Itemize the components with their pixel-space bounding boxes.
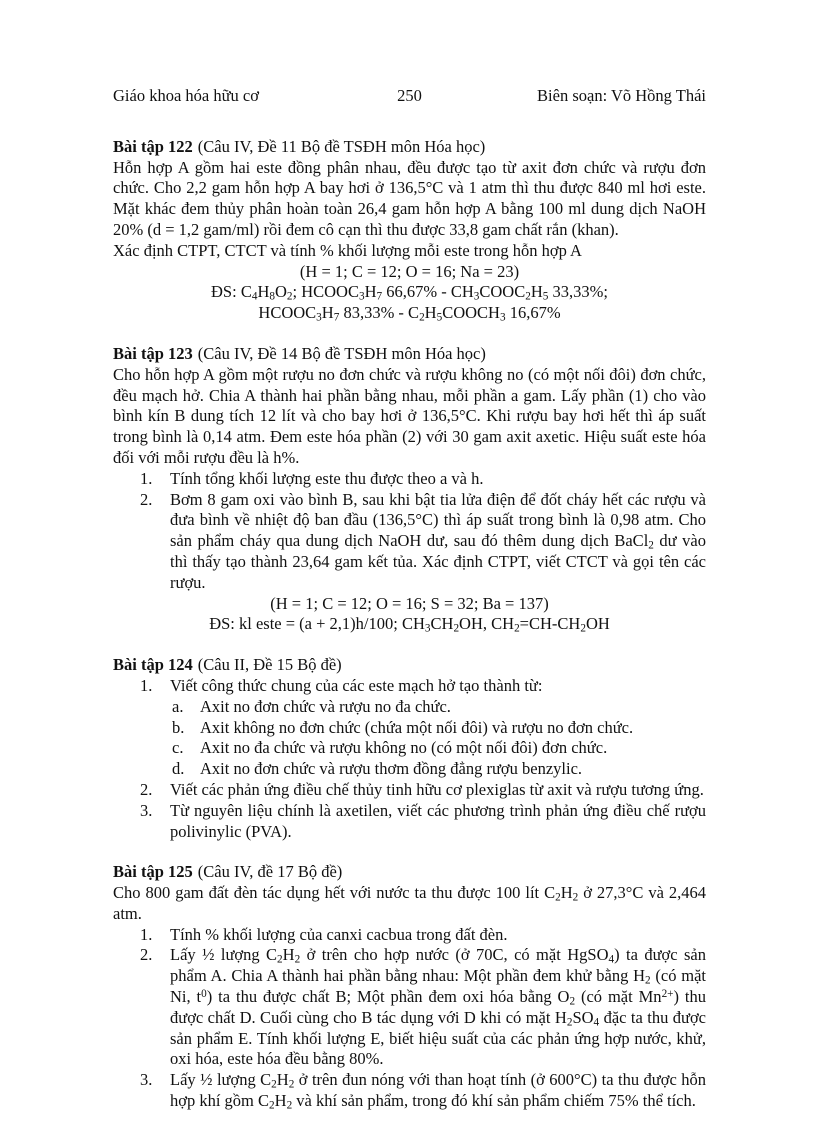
problem-item <box>113 945 706 1070</box>
subitem-text: Axit no đơn chức và rượu no đa chức. <box>200 696 451 716</box>
item-text: Viết các phản ứng điều chế thủy tinh hữu cơ plexiglas từ axit và rượu tương ứng. <box>170 779 704 799</box>
atomic-mass-line: (H = 1; C = 12; O = 16; Na = 23) <box>299 261 520 281</box>
subitem-marker: b. <box>172 717 185 737</box>
item-marker: 3. <box>140 800 153 820</box>
problem-item <box>113 780 706 801</box>
item-marker: 1. <box>140 468 153 488</box>
problem-item <box>113 469 706 490</box>
problem-subtitle: (Câu IV, Đề 14 Bộ đề TSĐH môn Hóa học) <box>197 343 486 363</box>
problem-subitem <box>113 697 706 718</box>
item-marker: 2. <box>140 779 153 799</box>
problem-heading <box>113 862 706 883</box>
subitem-text: Axit no đơn chức và rượu thơm đồng đẳng rượu benzylic. <box>200 759 583 779</box>
problem-123 <box>113 344 706 635</box>
item-text: Từ nguyên liệu chính là axetilen, viết các phương trình phản ứng điều chế rượu polivinylic (PVA). <box>170 800 706 841</box>
problem-heading <box>113 137 706 158</box>
page-content <box>113 137 706 1112</box>
problem-subitem <box>113 738 706 759</box>
item-text: Viết công thức chung của các este mạch hở tạo thành từ: <box>170 675 543 695</box>
problem-title: Bài tập 122 <box>113 136 193 156</box>
problem-title: Bài tập 124 <box>113 655 193 675</box>
subitem-marker: a. <box>172 696 184 716</box>
atomic-mass-line: (H = 1; C = 12; O = 16; S = 32; Ba = 137) <box>270 593 549 613</box>
problem-item <box>113 490 706 594</box>
problem-122 <box>113 137 706 324</box>
problem-subitem <box>113 759 706 780</box>
answer-line: ĐS: kl este = (a + 2,1)h/100; $CH_3CH_2OH$, $CH_2=CH-CH_2OH$ <box>209 614 610 635</box>
item-text: Lấy ½ lượng $C_2H_2$ ở trên đun nóng với than hoạt tính (ở 600°C) ta thu được hỗn hợp khí gồm $C_2H_2$ và khí sản phẩm, trong đó khí sản phẩm chiếm 75% thể tích. <box>170 1070 706 1112</box>
problem-subtitle: (Câu IV, đề 17 Bộ đề) <box>197 862 343 882</box>
header-book-title: Giáo khoa hóa hữu cơ <box>113 86 259 105</box>
subitem-text: Axit no đa chức và rượu không no (có một nối đôi) đơn chức. <box>200 738 608 758</box>
page-header <box>113 86 706 107</box>
problem-subtitle: (Câu II, Đề 15 Bộ đề) <box>197 655 342 675</box>
problem-heading <box>113 344 706 365</box>
problem-124 <box>113 655 706 842</box>
problem-item <box>113 676 706 697</box>
item-text: Lấy ½ lượng $C_2H_2$ ở trên cho hợp nước (ở 70C, có mặt HgSO$_4$) ta được sản phẩm A. Chia A thành hai phần bằng nhau: Một phần đem khử bằng $H_2$ (có mặt Ni, $t^0$) ta thu được chất B; Một phần đem oxi hóa bằng $O_2$ (có mặt $Mn^{2+}$) thu được chất D. Cuối cùng cho B tác dụng với D khi có mặt $H_2SO_4$ đặc ta thu được sản phẩm E. Tính khối lượng E, biết hiệu suất của các phản ứng hợp nước, khử, oxi hóa, este hóa đều bằng 80%. <box>170 945 706 1069</box>
problem-paragraph: Cho hỗn hợp A gồm một rượu no đơn chức và rượu không no (có một nối đôi) đơn chức, đều mạch hở. Chia A thành hai phần bằng nhau, mỗi phần a gam. Lấy phần (1) cho vào bình kín B dung tích 12 lít và cho bay hơi ở 136,5°C. Khi rượu bay hơi hết thì áp suất trong bình là 0,14 atm. Đem este hóa phần (2) với 30 gam axit axetic. Hiệu suất este hóa đối với mỗi rượu đều là h%. <box>113 364 706 467</box>
problem-paragraph: Hỗn hợp A gồm hai este đồng phân nhau, đều được tạo từ axit đơn chức và rượu đơn chức. Cho 2,2 gam hỗn hợp A bay hơi ở 136,5°C và 1 atm thì thu được 840 ml hơi este. Mặt khác đem thủy phân hoàn toàn 26,4 gam hỗn hợp A bằng 100 ml dung dịch NaOH 20% (d = 1,2 gam/ml) rồi đem cô cạn thì thu được 33,8 gam chất rắn (khan). <box>113 157 706 239</box>
item-text: Tính % khối lượng của canxi cacbua trong đất đèn. <box>170 924 508 944</box>
problem-paragraph: Cho 800 gam đất đèn tác dụng hết với nước ta thu được 100 lít $C_2H_2$ ở 27,3°C và 2,464 atm. <box>113 883 707 923</box>
item-text: Tính tổng khối lượng este thu được theo a và h. <box>170 468 484 488</box>
problem-subtitle: (Câu IV, Đề 11 Bộ đề TSĐH môn Hóa học) <box>197 136 486 156</box>
subitem-text: Axit không no đơn chức (chứa một nối đôi) và rượu no đơn chức. <box>200 717 634 737</box>
item-marker: 2. <box>140 945 153 965</box>
subitem-marker: c. <box>172 738 184 758</box>
header-author: Biên soạn: Võ Hồng Thái <box>537 86 706 105</box>
problem-item <box>113 801 706 843</box>
item-text: Bơm 8 gam oxi vào bình B, sau khi bật tia lửa điện để đốt cháy hết các rượu và đưa bình về nhiệt độ ban đầu (136,5°C) thì áp suất trong bình là 0,98 atm. Cho sản phẩm cháy qua dung dịch NaOH dư, sau đó thêm dung dịch BaCl$_2$ dư vào thì thấy tạo thành 23,64 gam kết tủa. Xác định CTPT, viết CTCT và gọi tên các rượu. <box>170 489 706 592</box>
item-marker: 1. <box>140 924 153 944</box>
item-marker: 1. <box>140 675 153 695</box>
problem-heading <box>113 655 706 676</box>
subitem-marker: d. <box>172 759 185 779</box>
problem-item <box>113 925 706 946</box>
item-marker: 3. <box>140 1070 153 1090</box>
problem-title: Bài tập 125 <box>113 862 193 882</box>
problem-125 <box>113 862 706 1112</box>
problem-title: Bài tập 123 <box>113 343 193 363</box>
item-marker: 2. <box>140 489 153 509</box>
problem-subitem <box>113 718 706 739</box>
answer-line: ĐS: $C_4H_8O_2$; $HCOOC_3H_7$ $66,67\% - CH_3COOC_2H_5$ 33,33%; <box>211 282 608 303</box>
problem-paragraph: Xác định CTPT, CTCT và tính % khối lượng mỗi este trong hỗn hợp A <box>113 240 582 260</box>
answer-line: $HCOOC_3H_7$ $83,33\% - C_2H_5COOCH_3$ 16,67% <box>258 303 561 324</box>
problem-item <box>113 1070 706 1112</box>
page-number: 250 <box>397 86 422 105</box>
